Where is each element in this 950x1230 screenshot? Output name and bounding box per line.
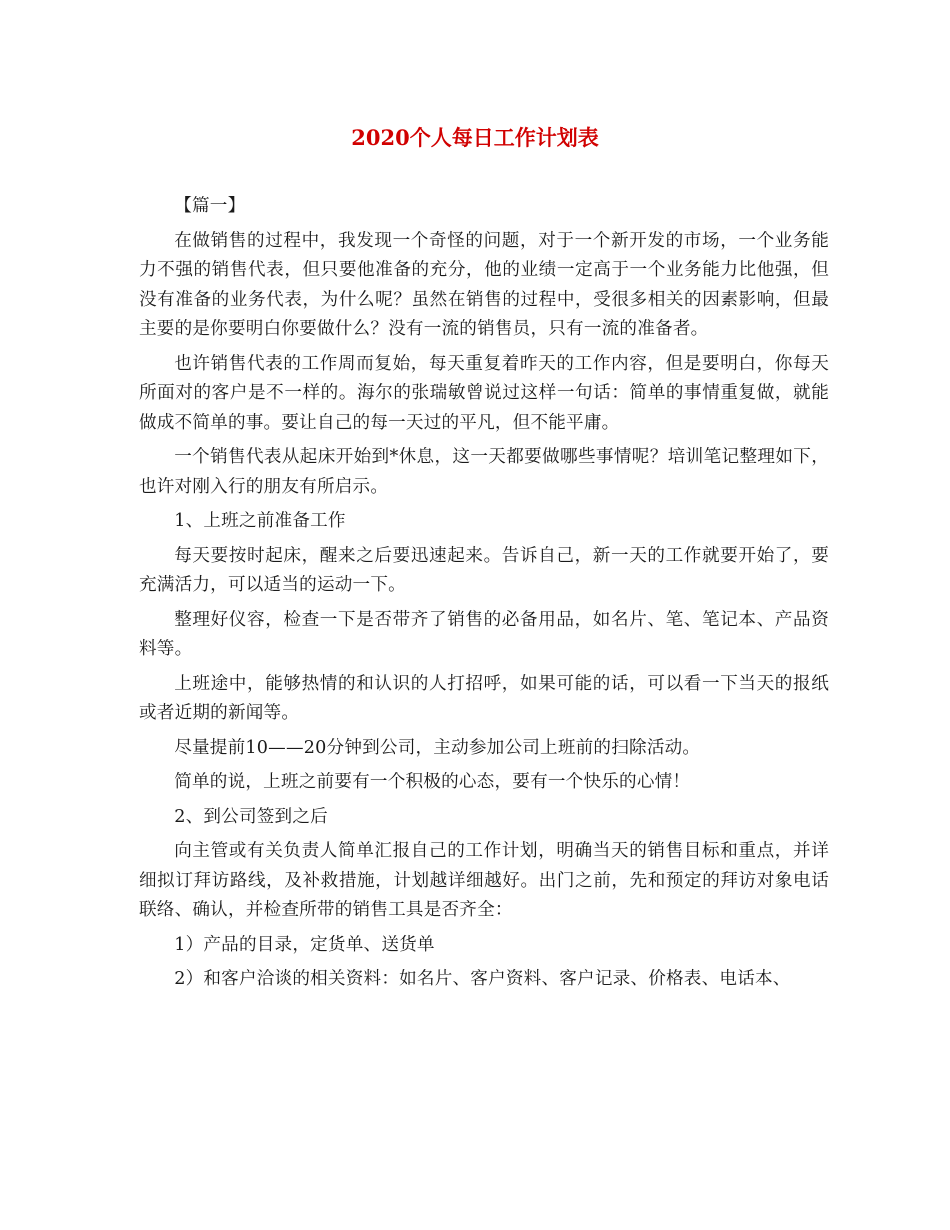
paragraph: 简单的说，上班之前要有一个积极的心态，要有一个快乐的心情！ (174, 772, 691, 792)
paragraph: 在做销售的过程中，我发现一个奇怪的问题，对于一个新开发的市场，一个业务能力不强的销售代表，但只要他准备的充分，他的业绩一定高于一个业务能力比他强，但没有准备的业务代表，为什么呢？虽然在销售的过程中，受很多相关的因素影响，但最主要的是你要明白你要做什么？没有一流的销售员，只有一流的准备者。 (139, 230, 829, 339)
list-item: 2）和客户洽谈的相关资料：如名片、客户资料、客户记录、价格表、电话本、 (174, 969, 791, 989)
list-item: 1）产品的目录，定货单、送货单 (174, 934, 435, 955)
paragraph: 也许销售代表的工作周而复始，每天重复着昨天的工作内容，但是要明白，你每天所面对的客户是不一样的。海尔的张瑞敏曾说过这样一句话：简单的事情重复做，就能做成不简单的事。要让自己的每一天过的平凡，但不能平庸。 (139, 353, 829, 433)
paragraph: 一个销售代表从起床开始到*休息，这一天都要做哪些事情呢？培训笔记整理如下，也许对刚入行的朋友有所启示。 (139, 447, 829, 497)
document-title: 2020个人每日工作计划表 (351, 125, 599, 150)
paragraph: 上班途中，能够热情的和认识的人打招呼，如果可能的话，可以看一下当天的报纸或者近期的新闻等。 (139, 673, 829, 723)
subheading: 2、到公司签到之后 (174, 806, 328, 827)
paragraph: 向主管或有关负责人简单汇报自己的工作计划，明确当天的销售目标和重点，并详细拟订拜访路线，及补救措施，计划越详细越好。出门之前，先和预定的拜访对象电话联络、确认，并检查所带的销售工具是否齐全： (139, 841, 829, 920)
paragraph: 每天要按时起床，醒来之后要迅速起来。告诉自己，新一天的工作就要开始了，要充满活力，可以适当的运动一下。 (139, 545, 829, 595)
paragraph: 尽量提前10——20分钟到公司，主动参加公司上班前的扫除活动。 (174, 737, 701, 758)
section-heading: 【篇一】 (174, 196, 246, 216)
subheading: 1、上班之前准备工作 (174, 511, 346, 531)
document-body (139, 192, 829, 995)
paragraph: 整理好仪容，检查一下是否带齐了销售的必备用品，如名片、笔、笔记本、产品资料等。 (139, 609, 829, 659)
